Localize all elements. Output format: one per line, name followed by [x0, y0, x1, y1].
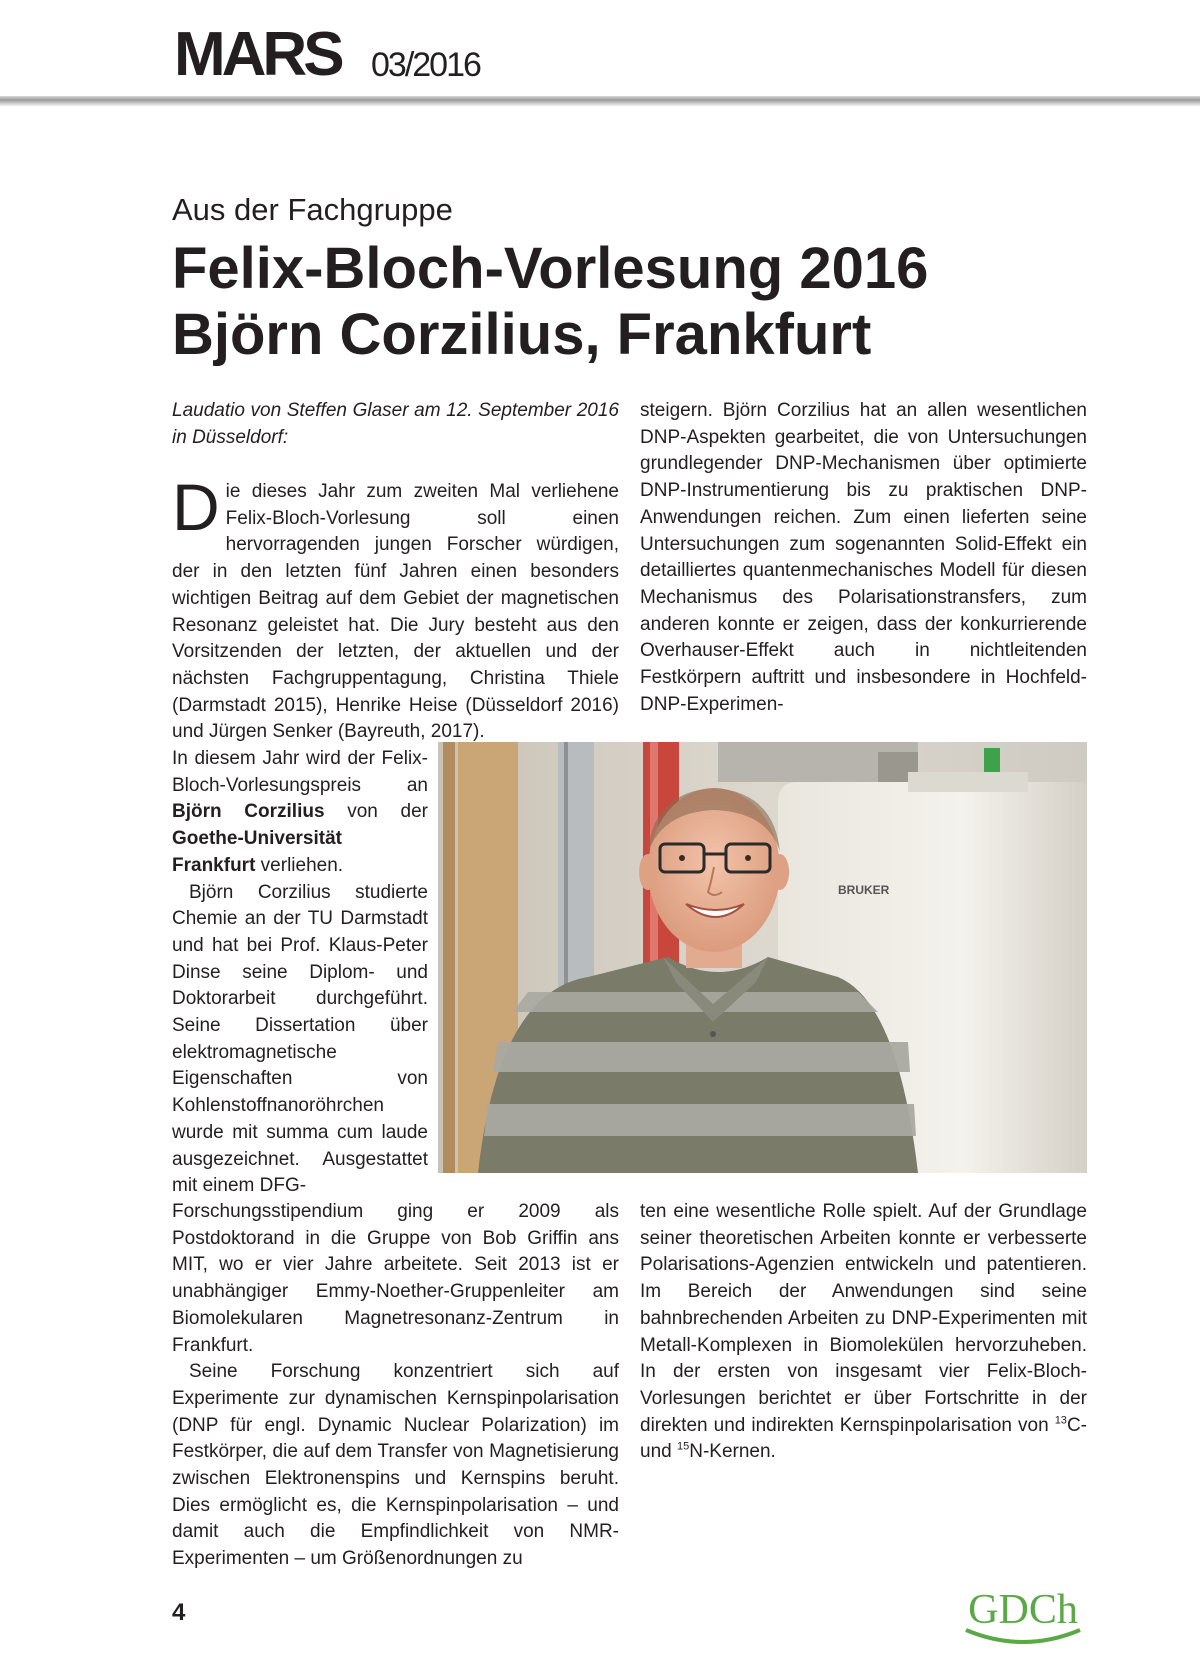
title-line-2: Björn Corzilius, Frankfurt — [172, 302, 872, 367]
paragraph-2-text-c: verliehen. — [255, 854, 344, 876]
paragraph-3-start: Björn Corzilius studierte Chemie an der TU Darmstadt und hat bei Prof. Klaus-Peter Dinse seine Diplom- und Doktorarbeit durchgeführt. Seine Dissertation über elektromagnetische Eigenschaften von Kohlenstoffnanoröhrchen wurde mit summa cum laude ausgezeichnet. Ausgestattet mit einem DFG- — [172, 881, 428, 1197]
paragraph-4: Seine Forschung konzentriert sich auf Experimente zur dynamischen Kernspinpolarisation (DNP für engl. Dynamic Nuclear Polarization) im Festkörper, die auf dem Transfer von Magnetisierung zwischen Elektronenspins und Kernspins beruht. Dies ermöglicht es, die Kernspinpolarisation – und damit auch die Empfindlichkeit von NMR-Experimenten – um Größenordnungen zu — [172, 1361, 619, 1570]
page-number: 4 — [172, 1599, 186, 1626]
superscript-15: 15 — [676, 1441, 690, 1453]
right-paragraph-top: steigern. Björn Corzilius hat an allen wesentlichen DNP-Aspekten gearbeitet, die von Untersuchungen grundlegender DNP-Mechanismen über optimierte DNP-Instrumentierung bis zu praktischen DNP-Anwendungen reichen. Zum einen lieferten seine Untersuchungen zum sogenannten Solid-Effekt ein detailliertes quantenmechanisches Modell für diesen Mechanismus des Polarisationstransfers, zum anderen konnte er zeigen, dass der konkurrierende Overhauser-Effekt auch in nichtleitenden Festkörpern auftritt und insbesondere in Hochfeld-DNP-Experimen- — [640, 400, 1087, 715]
right-ear — [771, 854, 789, 890]
issue-number: 03/2016 — [371, 46, 480, 84]
article-title — [172, 236, 928, 368]
portrait-illustration — [438, 742, 1087, 1173]
left-column-top — [172, 470, 619, 746]
shirt-button — [710, 1031, 716, 1037]
right-paragraph-bottom-text: ten eine wesentliche Rolle spielt. Auf der Grundlage seiner theoretischen Arbeiten konnte er verbesserte Polarisations-Agenzien entwickeln und patentieren. Im Bereich der Anwendungen sind seine bahnbrechenden Arbeiten zu DNP-Experimenten mit Metall-Komplexen in Biomolekülen hervorzuheben. In der ersten von insgesamt vier Felix-Bloch-Vorlesungen berichtet er über Fortschritte in der direkten und indirekten Kernspinpolarisation von — [640, 1201, 1087, 1436]
wood-post — [443, 742, 455, 1173]
paragraph-1-text: ie dieses Jahr zum zweiten Mal verliehene Felix-Bloch-Vorlesung soll einen hervorragenden jungen Forscher würdigen, der in den letzten fünf Jahren einen besonders wichtigen Beitrag auf dem Gebiet der magnetischen Resonanz geleistet hat. Die Jury besteht aus den Vorsitzenden der letzten, der aktuellen und der nächsten Fachgruppentagung, Christina Thiele (Darmstadt 2015), Henrike Heise (Düsseldorf 2016) und Jürgen Senker (Bayreuth, 2017). — [172, 481, 619, 743]
paragraph-2 — [172, 746, 428, 880]
section-kicker: Aus der Fachgruppe — [172, 192, 453, 227]
portrait-photo — [438, 742, 1087, 1173]
green-indicator — [984, 748, 1000, 776]
nitrogen-text: N-Kernen. — [689, 1441, 776, 1463]
right-paragraph-bottom — [640, 1199, 1087, 1466]
paragraph-3-continued: Forschungsstipendium ging er 2009 als Postdoktorand in die Gruppe von Bob Griffin ans MIT, wo er vier Jahre arbeitete. Seit 2013 ist er unabhängiger Emmy-Noether-Gruppenleiter am Biomolekularen Magnetresonanz-Zentrum in Frankfurt. — [172, 1201, 619, 1356]
gdch-logo-text: GDCh — [968, 1587, 1078, 1633]
paragraph-2-text-b: von der — [324, 801, 428, 823]
magnet-top-ring — [908, 772, 1028, 792]
magazine-brand: MARS — [174, 20, 341, 89]
gdch-logo — [958, 1588, 1088, 1648]
left-column-narrow — [172, 746, 428, 1200]
university-name: Goethe-Universität Frankfurt — [172, 828, 342, 876]
magnet-brand-label: BRUKER — [838, 883, 890, 897]
left-eye — [679, 855, 685, 861]
left-ear — [639, 854, 657, 890]
gdch-logo-arc — [958, 1588, 1088, 1648]
right-column-bottom — [640, 1199, 1087, 1466]
masthead — [0, 0, 1200, 110]
carbon-text: C- und — [640, 1414, 1087, 1463]
right-column-top — [640, 398, 1087, 718]
laudatio-intro: Laudatio von Steffen Glaser am 12. September 2016 in Düsseldorf: — [172, 400, 619, 448]
laureate-name: Björn Corzilius — [172, 801, 325, 823]
title-line-1: Felix-Bloch-Vorlesung 2016 — [172, 236, 929, 301]
header-rule — [0, 96, 1200, 106]
superscript-13: 13 — [1054, 1414, 1067, 1427]
paragraph-2-text-a: In diesem Jahr wird der Felix-Bloch-Vorlesungspreis an — [172, 748, 428, 796]
left-column-bottom — [172, 1199, 619, 1573]
right-eye — [745, 855, 751, 861]
paragraph-1 — [172, 470, 619, 746]
drop-cap: D — [172, 470, 220, 544]
